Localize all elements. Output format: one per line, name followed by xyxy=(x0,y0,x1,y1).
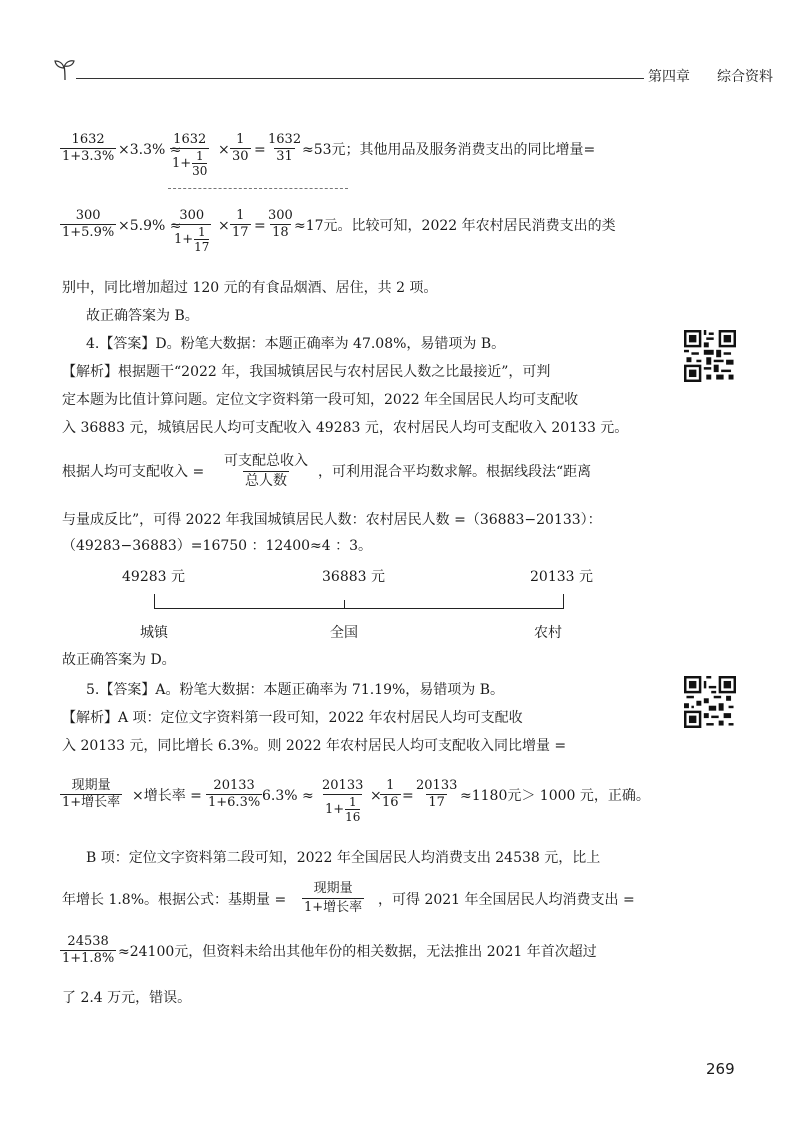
operator: × xyxy=(370,788,382,804)
text-line: 年增长 1.8%。根据公式：基期量 = xyxy=(62,892,287,908)
number-line-label: 农村 xyxy=(534,625,562,641)
operator: × xyxy=(218,142,230,158)
text-line: 故正确答案为 D。 xyxy=(62,652,176,668)
text-line: ，可利用混合平均数求解。根据线段法“距离 xyxy=(318,464,592,480)
subject-title: 综合资料 xyxy=(717,69,773,85)
page-header xyxy=(52,56,773,86)
text-line: 了 2.4 万元，错误。 xyxy=(62,990,192,1006)
text-line: ≈53元；其他用品及服务消费支出的同比增量= xyxy=(302,142,596,158)
fraction: $\frac{1632}{31}$ xyxy=(268,132,302,164)
number-line-label: 城镇 xyxy=(140,625,168,641)
operator: ×5.9% ≈ xyxy=(118,218,182,234)
qr-code-icon[interactable] xyxy=(684,676,736,728)
number-line-tick xyxy=(344,600,345,608)
operator: ×增长率 = xyxy=(132,788,202,804)
fraction: $\frac{300}{1+5.9\%}$ xyxy=(62,208,115,240)
page-number: 269 xyxy=(706,1060,735,1078)
text-line: B 项：定位文字资料第二段可知，2022 年全国居民人均消费支出 24538 元，比上 xyxy=(86,850,601,866)
fraction: 现期量 1+增长率 xyxy=(62,778,121,810)
operator: = xyxy=(402,788,414,804)
text-line: ≈1180元＞ 1000 元，正确。 xyxy=(460,788,650,804)
operator: = xyxy=(254,218,266,234)
text-line: 根据人均可支配收入 = xyxy=(62,464,205,480)
sprout-icon xyxy=(52,56,78,82)
number-line-label: 49283 元 xyxy=(122,569,185,585)
text-line: 故正确答案为 B。 xyxy=(86,308,199,324)
fraction: $\frac{20133}{1+6.3\%}$ xyxy=(208,778,261,810)
text-line: ≈17元。比较可知，2022 年农村居民消费支出的类 xyxy=(294,218,616,234)
qr-code-icon[interactable] xyxy=(684,330,736,382)
analysis-text: 【解析】根据题干“2022 年，我国城镇居民与农村居民人数之比最接近”，可判 xyxy=(62,364,551,380)
fraction: $\frac{24538}{1+1.8\%}$ xyxy=(62,934,115,966)
number-line-label: 全国 xyxy=(330,625,358,641)
number-line-tick xyxy=(563,594,564,608)
fraction: $\frac{20133}{17}$ xyxy=(416,778,458,810)
fraction: $\frac{1632}{1+3.3\%}$ xyxy=(62,132,115,164)
text-line: 入 20133 元，同比增长 6.3%。则 2022 年农村居民人均可支配收入同比增量 = xyxy=(62,738,567,754)
answer-heading: 5.【答案】A。粉笔大数据：本题正确率为 71.19%，易错项为 B。 xyxy=(86,682,505,698)
number-line-label: 36883 元 xyxy=(322,569,385,585)
text-line: 入 36883 元，城镇居民人均可支配收入 49283 元，农村居民人均可支配收入 20133 元。 xyxy=(62,420,629,436)
fraction: 现期量 1+增长率 xyxy=(304,881,363,915)
fraction: $\frac{1}{30}$ xyxy=(232,132,249,164)
operator: × xyxy=(218,218,230,234)
fraction: $\frac{1}{17}$ xyxy=(232,208,249,240)
number-line-label: 20133 元 xyxy=(530,569,593,585)
number-line xyxy=(154,608,564,609)
fraction: 20133 1+ $\frac{1}{16}$ xyxy=(322,778,364,824)
header-rule xyxy=(76,78,644,79)
answer-heading: 4.【答案】D。粉笔大数据：本题正确率为 47.08%，易错项为 B。 xyxy=(86,336,506,352)
fraction: 300 1+ $\frac{1}{17}$ xyxy=(174,208,210,254)
text-line: ≈24100元，但资料未给出其他年份的相关数据，无法推出 2021 年首次超过 xyxy=(118,944,597,960)
text-line: 别中，同比增加超过 120 元的有食品烟酒、居住，共 2 项。 xyxy=(62,280,438,296)
fraction: 1632 1+ $\frac{1}{30}$ xyxy=(172,132,208,178)
operator: = xyxy=(254,142,266,158)
operator: 6.3% ≈ xyxy=(262,788,314,804)
fraction: $\frac{1}{16}$ xyxy=(382,778,399,810)
chapter-title: 第四章 xyxy=(648,69,690,85)
text-line: 定本题为比值计算问题。定位文字资料第一段可知，2022 年全国居民人均可支配收 xyxy=(62,392,579,408)
fraction: $\frac{300}{18}$ xyxy=(268,208,293,240)
number-line-tick xyxy=(154,594,155,608)
text-line: （49283−36883）=16750 ：12400≈4 ：3。 xyxy=(62,538,373,554)
analysis-text: 【解析】A 项：定位文字资料第一段可知，2022 年农村居民人均可支配收 xyxy=(62,710,523,726)
text-line: 与量成反比”，可得 2022 年我国城镇居民人数：农村居民人数 =（36883−20133）： xyxy=(62,512,602,528)
operator: ×3.3% ≈ xyxy=(118,142,182,158)
fraction: 可支配总收入 总人数 xyxy=(224,453,308,489)
text-line: ，可得 2021 年全国居民人均消费支出 = xyxy=(378,892,635,908)
wavy-underline xyxy=(168,184,348,189)
